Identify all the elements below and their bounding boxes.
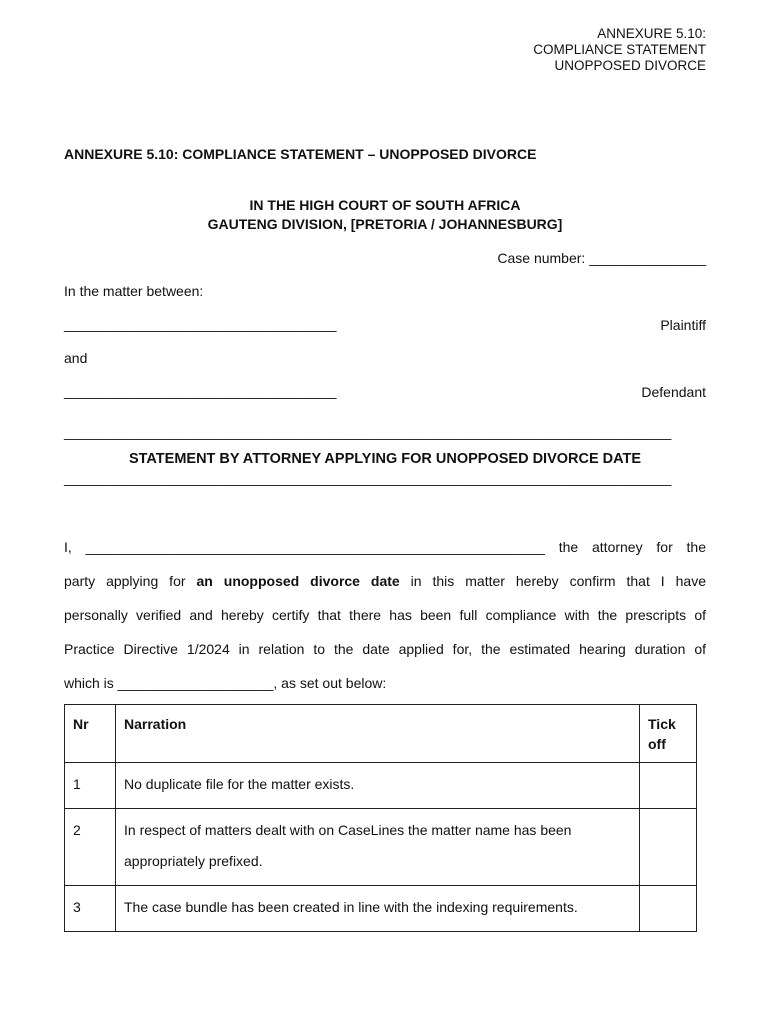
statement-heading: STATEMENT BY ATTORNEY APPLYING FOR UNOPPOSED DIVORCE DATE	[128, 451, 642, 467]
tick-header-text: off	[648, 736, 666, 752]
plaintiff-name-blank[interactable]: ___________________________________	[64, 316, 337, 332]
column-header-tick-off	[640, 705, 697, 763]
header-line: ANNEXURE 5.10:	[597, 26, 706, 41]
paragraph-line: personally verified and hereby certify that there has been full compliance with the prescripts of	[64, 607, 706, 623]
row-narration: In respect of matters dealt with on CaseLines the matter name has been appropriately prefixed.	[116, 809, 640, 886]
table-row	[65, 886, 697, 932]
paragraph-line[interactable]: which is ____________________, as set out below:	[64, 675, 387, 691]
tick-cell[interactable]	[640, 763, 697, 809]
column-header-narration: Narration	[116, 705, 640, 763]
paragraph-line: Practice Directive 1/2024 in relation to the date applied for, the estimated hearing duration of	[64, 641, 706, 657]
matter-between-label: In the matter between:	[64, 283, 204, 299]
document-title: ANNEXURE 5.10: COMPLIANCE STATEMENT – UNOPPOSED DIVORCE	[64, 146, 537, 162]
certification-paragraph	[64, 530, 706, 700]
divider-rule: ______________________________________________________________________________	[64, 424, 672, 440]
table-row	[65, 763, 697, 809]
annexure-header	[533, 26, 706, 74]
defendant-name-blank[interactable]: ___________________________________	[64, 383, 337, 399]
paragraph-text: in this matter hereby confirm that I have	[399, 573, 706, 589]
compliance-table	[64, 704, 697, 932]
paragraph-line	[64, 564, 706, 598]
table-row	[65, 809, 697, 886]
column-header-nr: Nr	[65, 705, 116, 763]
paragraph-bold-text: an unopposed divorce date	[196, 573, 400, 589]
table-header-row	[65, 705, 697, 763]
header-line: UNOPPOSED DIVORCE	[554, 58, 706, 73]
row-number: 2	[65, 809, 116, 886]
tick-cell[interactable]	[640, 809, 697, 886]
defendant-label: Defendant	[641, 384, 706, 400]
row-number: 3	[65, 886, 116, 932]
row-narration: No duplicate file for the matter exists.	[116, 763, 640, 809]
case-number-field[interactable]: Case number: _______________	[497, 250, 706, 266]
and-label: and	[64, 350, 88, 366]
plaintiff-label: Plaintiff	[660, 317, 706, 333]
row-number: 1	[65, 763, 116, 809]
tick-cell[interactable]	[640, 886, 697, 932]
divider-rule: ______________________________________________________________________________	[64, 470, 672, 486]
paragraph-text: party applying for	[64, 573, 197, 589]
court-line: GAUTENG DIVISION, [PRETORIA / JOHANNESBURG]	[207, 216, 563, 232]
tick-header-text: Tick	[648, 716, 676, 732]
paragraph-line[interactable]: I, ___________________________________________________________ the attorney for the	[64, 539, 706, 555]
court-heading	[0, 196, 770, 234]
row-narration: The case bundle has been created in line with the indexing requirements.	[116, 886, 640, 932]
court-line: IN THE HIGH COURT OF SOUTH AFRICA	[249, 197, 521, 213]
header-line: COMPLIANCE STATEMENT	[533, 42, 706, 57]
